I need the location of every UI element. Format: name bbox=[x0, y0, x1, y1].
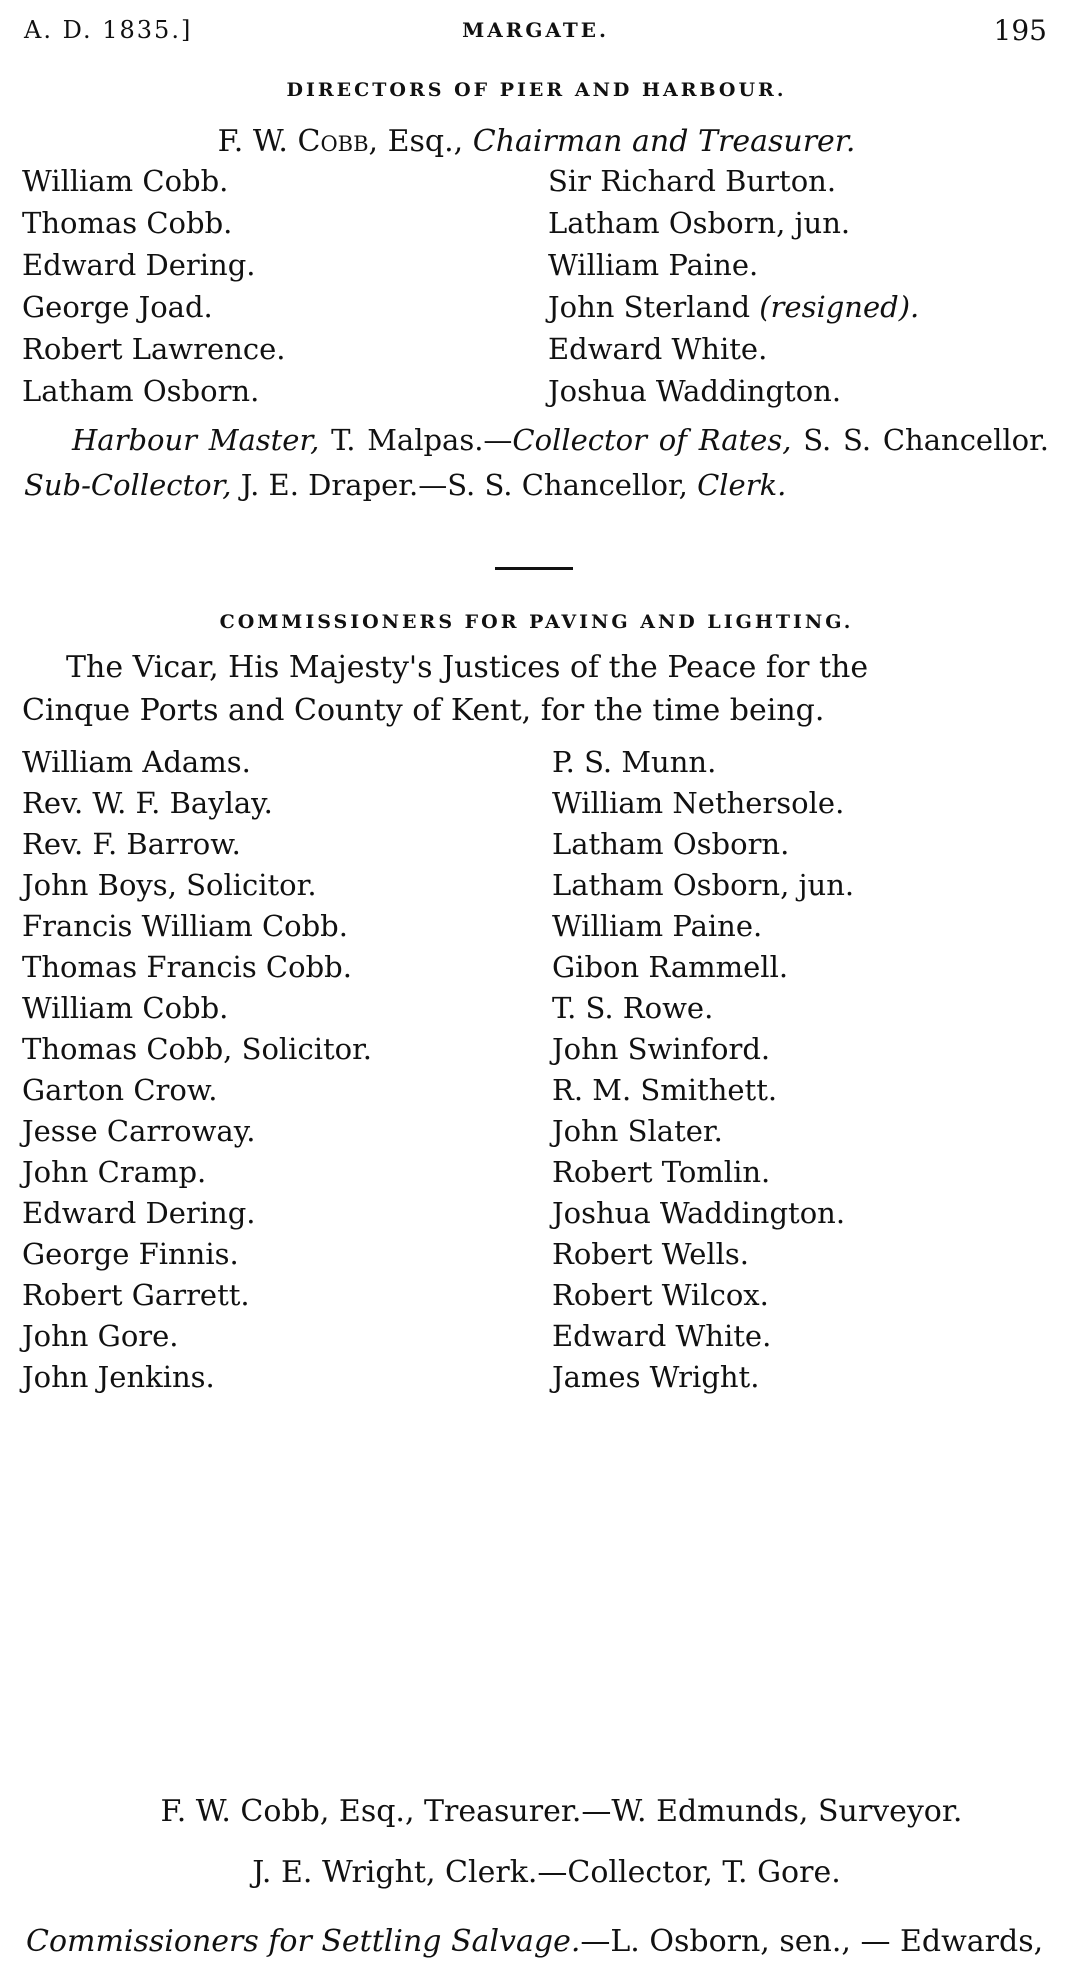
commissioner-name: William Adams. bbox=[22, 745, 251, 779]
commissioner-name: George Finnis. bbox=[22, 1237, 239, 1271]
commissioner-name: Thomas Francis Cobb. bbox=[22, 950, 352, 984]
commissioner-name: Robert Garrett. bbox=[22, 1278, 250, 1312]
commissioner-name: Gibon Rammell. bbox=[552, 950, 789, 984]
running-head bbox=[24, 10, 1047, 50]
running-head-year: A. D. 1835.] bbox=[24, 16, 193, 44]
commissioner-name: William Cobb. bbox=[22, 991, 229, 1025]
directors-chairman bbox=[0, 124, 1073, 160]
commissioner-name: James Wright. bbox=[552, 1360, 760, 1394]
commissioner-name: John Swinford. bbox=[552, 1032, 771, 1066]
sub-collector-label: Sub-Collector, bbox=[24, 468, 232, 502]
commissioner-name: Rev. W. F. Baylay. bbox=[22, 786, 273, 820]
collector: S. S. Chancellor. bbox=[803, 423, 1050, 457]
commissioner-name: R. M. Smithett. bbox=[552, 1073, 778, 1107]
director-name: Sir Richard Burton. bbox=[548, 164, 837, 198]
commissioner-name: P. S. Munn. bbox=[552, 745, 717, 779]
commissioner-name: Robert Wilcox. bbox=[552, 1278, 769, 1312]
director-name: Robert Lawrence. bbox=[22, 332, 286, 366]
treasurer-surveyor-line: F. W. Cobb, Esq., Treasurer.—W. Edmunds, Surveyor. bbox=[160, 1794, 963, 1829]
salvage-label: Commissioners for Settling Salvage. bbox=[26, 1924, 581, 1959]
chairman-name: F. W. Cobb, bbox=[217, 124, 379, 159]
collector-label: Collector of Rates, bbox=[512, 423, 792, 457]
page-number: 195 bbox=[993, 14, 1047, 47]
chairman-esq: Esq., bbox=[387, 124, 464, 159]
commissioner-name: T. S. Rowe. bbox=[552, 991, 714, 1025]
commissioners-heading: COMMISSIONERS FOR PAVING AND LIGHTING. bbox=[219, 611, 854, 633]
director-sterland: John Sterland bbox=[548, 290, 751, 324]
director-name: William Cobb. bbox=[22, 164, 229, 198]
director-name: Thomas Cobb. bbox=[22, 206, 233, 240]
director-name: Joshua Waddington. bbox=[548, 374, 842, 408]
director-name: Edward White. bbox=[548, 332, 768, 366]
clerk-collector-line: J. E. Wright, Clerk.—Collector, T. Gore. bbox=[252, 1855, 841, 1890]
section-divider bbox=[495, 567, 573, 570]
commissioner-name: Robert Tomlin. bbox=[552, 1155, 771, 1189]
commissioner-name: Latham Osborn, jun. bbox=[552, 868, 855, 902]
commissioner-name: Rev. F. Barrow. bbox=[22, 827, 241, 861]
commissioner-name: Robert Wells. bbox=[552, 1237, 750, 1271]
chairman-role: Chairman and Treasurer. bbox=[472, 124, 856, 159]
directors-heading: DIRECTORS OF PIER AND HARBOUR. bbox=[286, 79, 787, 101]
commissioner-name: Joshua Waddington. bbox=[552, 1196, 846, 1230]
harbour-master-label: Harbour Master, bbox=[72, 423, 320, 457]
commissioners-intro-line-1: The Vicar, His Majesty's Justices of the Peace for the bbox=[66, 650, 869, 685]
commissioner-name: William Paine. bbox=[552, 909, 763, 943]
commissioner-name: John Jenkins. bbox=[22, 1360, 215, 1394]
director-name: Latham Osborn, jun. bbox=[548, 206, 851, 240]
commissioner-name: Edward Dering. bbox=[22, 1196, 256, 1230]
directors-officers bbox=[24, 418, 1049, 508]
commissioner-name: Latham Osborn. bbox=[552, 827, 790, 861]
commissioners-intro-line-2: Cinque Ports and County of Kent, for the time being. bbox=[22, 693, 825, 728]
clerk-label: Clerk. bbox=[697, 468, 787, 502]
commissioner-name: John Boys, Solicitor. bbox=[22, 868, 317, 902]
commissioner-name: William Nethersole. bbox=[552, 786, 845, 820]
director-name: Latham Osborn. bbox=[22, 374, 260, 408]
sub-collector: J. E. Draper.—S. S. Chancellor, bbox=[240, 468, 688, 502]
resigned-note: (resigned). bbox=[759, 290, 920, 324]
director-name bbox=[548, 289, 919, 325]
commissioner-name: Thomas Cobb, Solicitor. bbox=[22, 1032, 372, 1066]
commissioner-name: John Slater. bbox=[552, 1114, 723, 1148]
director-name: George Joad. bbox=[22, 290, 213, 324]
commissioner-name: John Cramp. bbox=[22, 1155, 207, 1189]
director-name: Edward Dering. bbox=[22, 248, 256, 282]
commissioner-name: Jesse Carroway. bbox=[22, 1114, 256, 1148]
harbour-master: T. Malpas.— bbox=[331, 423, 513, 457]
salvage-line bbox=[26, 1924, 1043, 1960]
commissioner-name: Francis William Cobb. bbox=[22, 909, 348, 943]
commissioner-name: Garton Crow. bbox=[22, 1073, 218, 1107]
running-head-title: MARGATE. bbox=[462, 18, 609, 42]
director-name: William Paine. bbox=[548, 248, 759, 282]
commissioner-name: Edward White. bbox=[552, 1319, 772, 1353]
salvage-text: —L. Osborn, sen., — Edwards, bbox=[580, 1924, 1044, 1959]
commissioner-name: John Gore. bbox=[22, 1319, 179, 1353]
